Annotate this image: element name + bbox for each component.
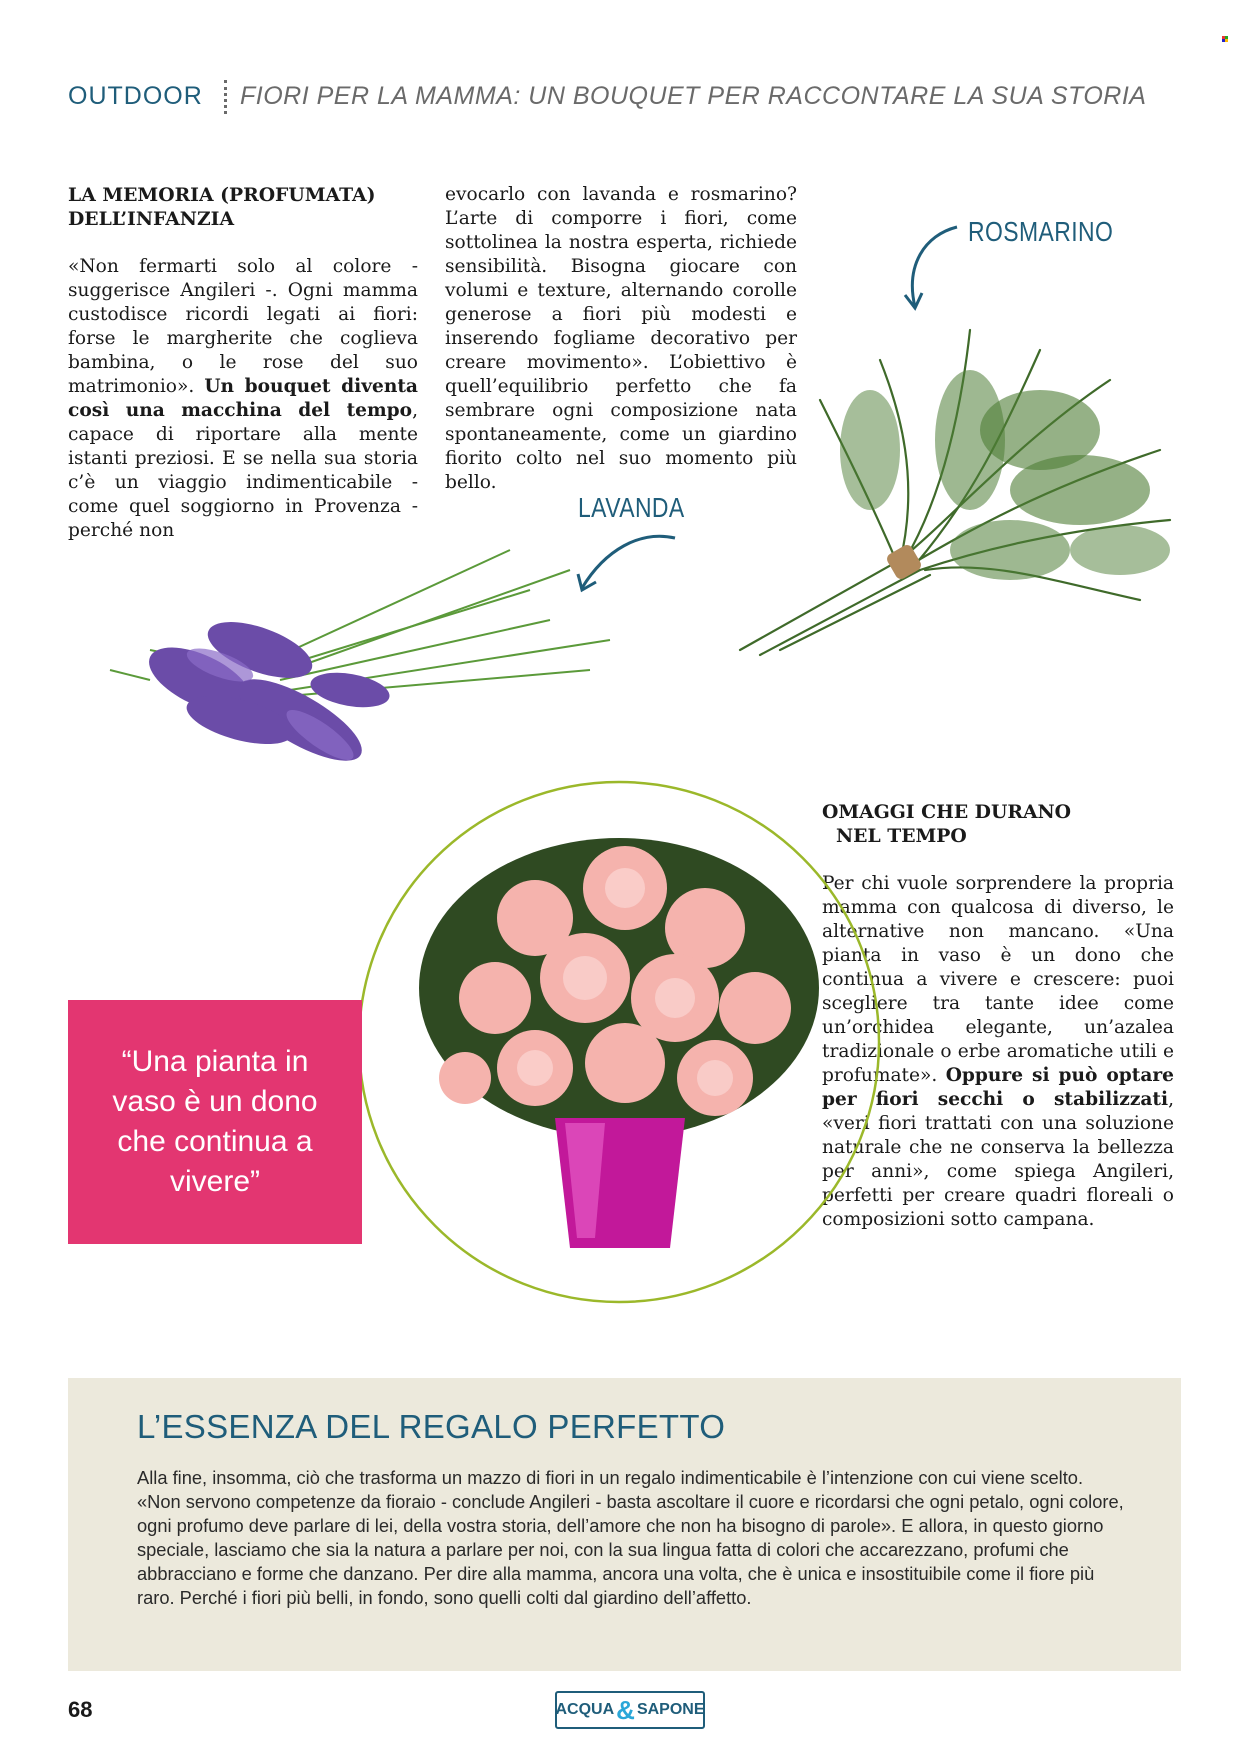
col1-heading-line1: LA MEMORIA (PROFUMATA)	[68, 184, 376, 206]
azalea-circle-image	[355, 778, 883, 1306]
page-title: FIORI PER LA MAMMA: UN BOUQUET PER RACCONTARE LA SUA STORIA	[240, 82, 1147, 110]
page-number: 68	[68, 1697, 93, 1722]
rosemary-image	[720, 320, 1180, 660]
corner-color-mark	[1222, 36, 1228, 42]
col3-heading-line2: NEL TEMPO	[836, 825, 967, 847]
rosmarino-label: ROSMARINO	[968, 216, 1114, 247]
essenza-title: L’ESSENZA DEL REGALO PERFETTO	[137, 1408, 726, 1445]
lavender-image	[90, 530, 630, 790]
pull-quote: “Una pianta in vaso è un dono che continua a vivere”	[68, 1000, 362, 1244]
rosmarino-arrow-icon	[895, 215, 965, 315]
column-1	[68, 183, 418, 543]
col1-body: «Non fermarti solo al colore - suggerisce Angileri -. Ogni mamma custodisce ricordi legati ai fiori: forse le margherite che coglieva bambina, o le rose del suo matrimonio». Un bouquet diventa così una macchina del tempo, capace di riportare alla mente istanti preziosi. E se nella sua storia c’è un viaggio indimenticabile - come quel soggiorno in Provenza - perché non	[68, 256, 418, 541]
section-label: OUTDOOR	[68, 82, 203, 110]
col1-heading-line2: DELL’INFANZIA	[68, 208, 235, 230]
acqua-sapone-logo: ACQUA & SAPONE	[555, 1691, 705, 1729]
lavanda-label: LAVANDA	[578, 492, 685, 523]
col3-heading-line1: OMAGGI CHE DURANO	[822, 801, 1072, 823]
col2-body: evocarlo con lavanda e rosmarino? L’arte di comporre i fiori, come sottolinea la nostra esperta, richiede sensibilità. Bisogna giocare con volumi e texture, alternando corolle generose a fiori più modesti e inserendo fogliame decorativo per creare movimento». L’obiettivo è quell’equilibrio perfetto che fa sembrare ogni composizione nata spontaneamente, come un giardino fiorito colto nel suo momento più bello.	[445, 184, 797, 493]
essenza-body: Alla fine, insomma, ciò che trasforma un mazzo di fiori in un regalo indimenticabile è l’intenzione con cui viene scelto. «Non servono competenze da fioraio - conclude Angileri - basta ascoltare il cuore e ricordarsi che ogni petalo, ogni colore, ogni profumo deve parlare di lei, della vostra storia, dell’amore che non ha bisogno di parole». E allora, in questo giorno speciale, lasciamo che sia la natura a parlare per noi, con la sua lingua fatta di colori che accarezzano, profumi che abbracciano e forme che danzano. Per dire alla mamma, ancora una volta, che è unica e insostituibile come il fiore più raro. Perché i fiori più belli, in fondo, sono quelli colti dal giardino dell’affetto.	[137, 1467, 1124, 1608]
col3-body: Per chi vuole sorprendere la propria mamma con qualcosa di diverso, le alternative non mancano. «Una pianta in vaso è un dono che continua a vivere e crescere: puoi scegliere tra tante idee come un’orchidea elegante, un’azalea tradizionale o erbe aromatiche utili e profumate». Oppure si può optare per fiori secchi o stabilizzati, «veri fiori trattati con una soluzione naturale che ne conserva la bellezza per anni», come spiega Angileri, perfetti per creare quadri floreali o composizioni sotto campana.	[822, 873, 1174, 1230]
header-divider	[224, 80, 227, 114]
